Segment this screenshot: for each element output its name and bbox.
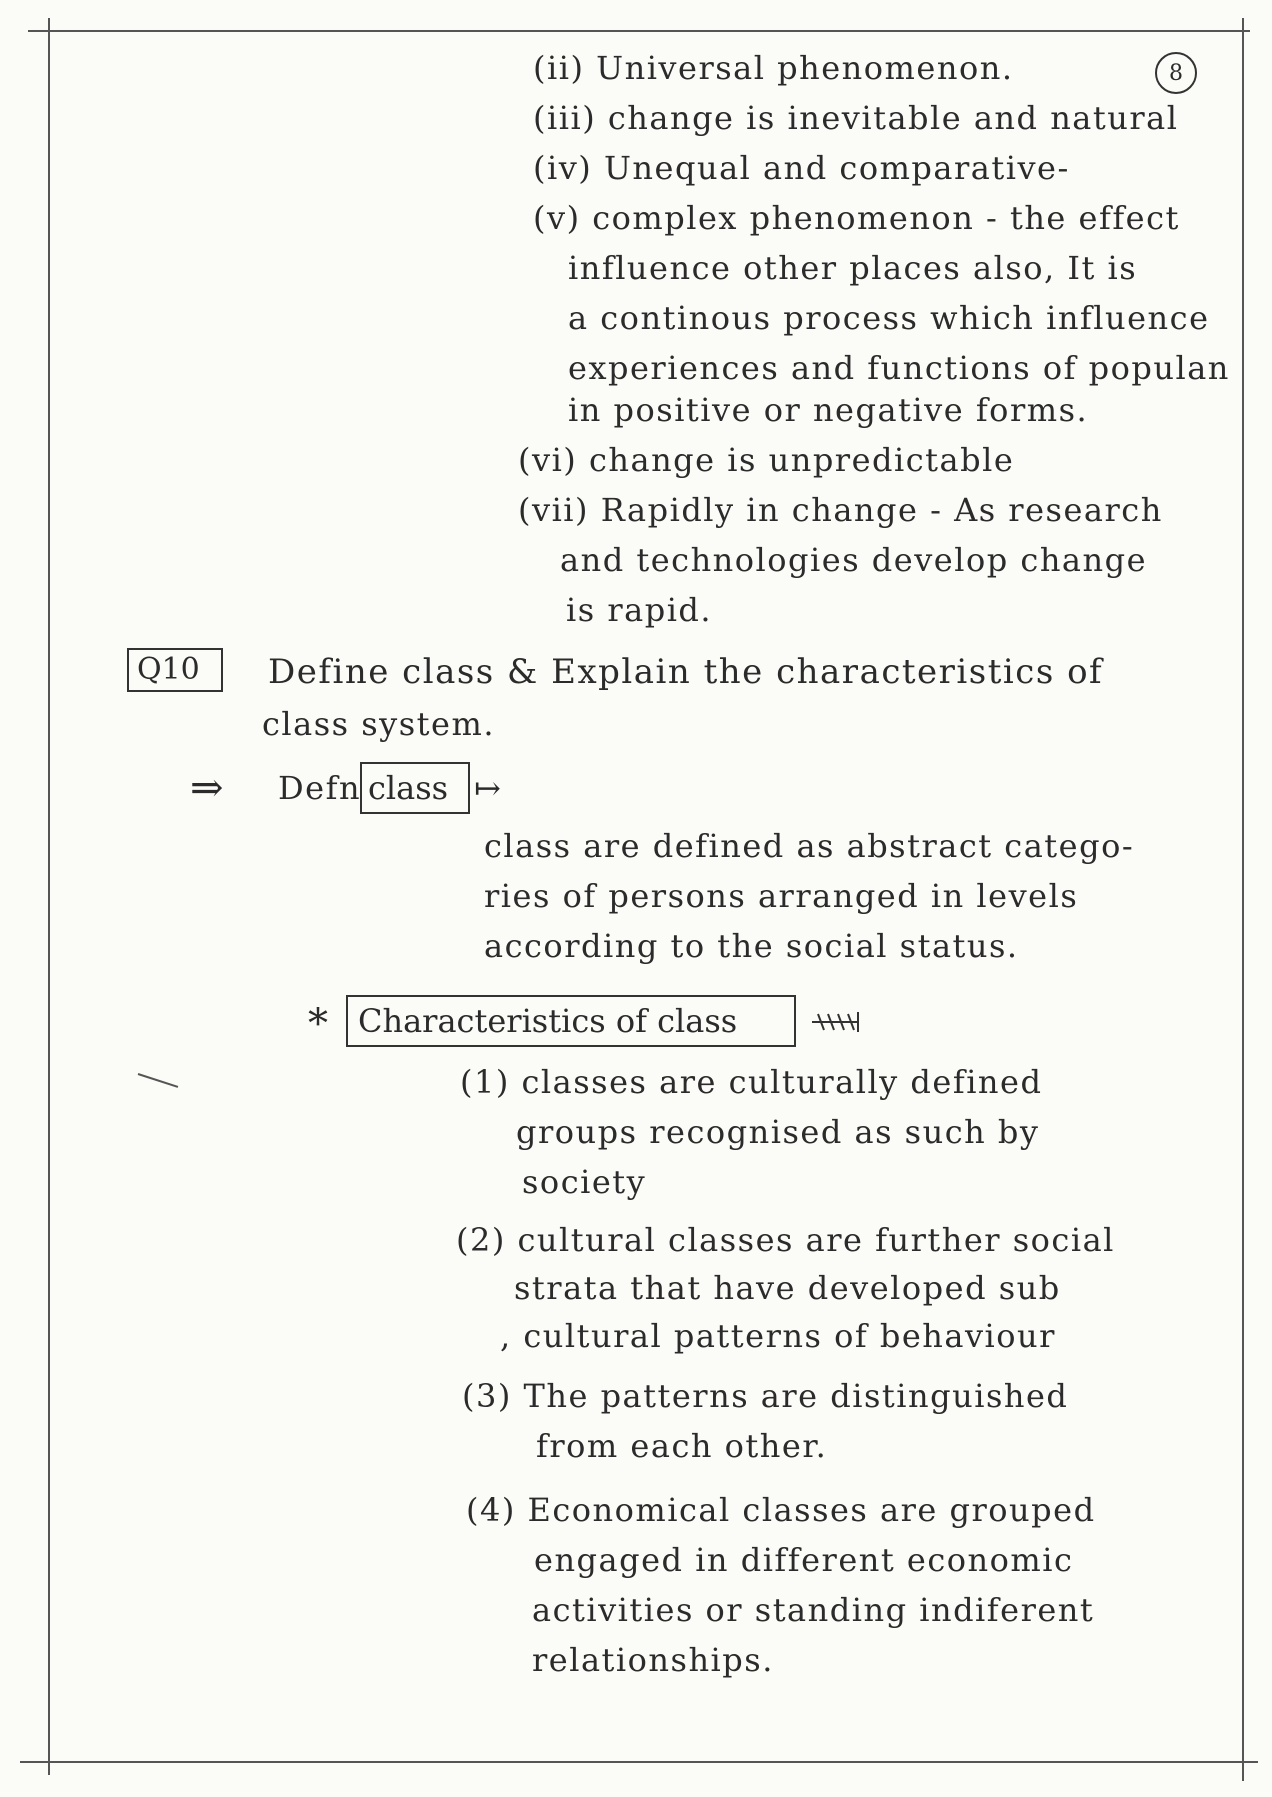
characteristic-line: (1) classes are culturally defined [460, 1063, 1043, 1101]
point-v-line: in positive or negative forms. [568, 391, 1089, 429]
margin-pen-mark [138, 1073, 179, 1088]
point-vii-line: and technologies develop change [560, 541, 1148, 579]
characteristic-line: strata that have developed sub [514, 1269, 1061, 1307]
definition-term: class [368, 769, 449, 807]
question-line: class system. [262, 705, 495, 743]
question-line: Define class & Explain the characteristics of [268, 652, 1104, 692]
point-vi: (vi) change is unpredictable [518, 441, 1015, 479]
point-v-line: influence other places also, It is [568, 249, 1138, 287]
characteristic-line: activities or standing indiferent [532, 1591, 1095, 1629]
characteristic-line: (2) cultural classes are further social [456, 1221, 1115, 1259]
characteristic-line: (3) The patterns are distinguished [462, 1377, 1069, 1415]
crossed-out-scribble-icon [812, 1010, 860, 1034]
characteristic-line: groups recognised as such by [516, 1113, 1040, 1151]
star-bullet-icon: * [308, 1001, 328, 1047]
page-right-margin-rule [1242, 18, 1244, 1781]
question-number: Q10 [137, 652, 200, 687]
page-bottom-rule [20, 1761, 1258, 1763]
question-number-box [127, 648, 223, 692]
page-number: 8 [1169, 60, 1183, 86]
page-left-margin-rule [48, 18, 50, 1775]
point-vii-line: (vii) Rapidly in change - As research [518, 491, 1163, 529]
point-ii: (ii) Universal phenomenon. [533, 49, 1014, 87]
characteristic-line: (4) Economical classes are grouped [466, 1491, 1096, 1529]
definition-line: according to the social status. [484, 927, 1019, 965]
definition-term-box [360, 762, 470, 814]
characteristic-line: , cultural patterns of behaviour [500, 1317, 1056, 1355]
point-v-line: a continous process which influence [568, 299, 1210, 337]
page-top-rule [28, 30, 1250, 32]
point-v-line: (v) complex phenomenon - the effect [533, 199, 1180, 237]
characteristic-line: relationships. [532, 1641, 774, 1679]
characteristic-line: engaged in different economic [534, 1541, 1074, 1579]
characteristics-heading-box [346, 995, 796, 1047]
page-number-badge [1155, 52, 1197, 94]
definition-label: Defn [278, 769, 362, 807]
implies-arrow-icon: ⇒ [190, 765, 224, 811]
point-iv: (iv) Unequal and comparative- [533, 149, 1070, 187]
definition-line: ries of persons arranged in levels [484, 877, 1079, 915]
characteristics-heading: Characteristics of class [358, 1002, 738, 1040]
point-vii-line: is rapid. [566, 591, 713, 629]
point-iii: (iii) change is inevitable and natural [533, 99, 1179, 137]
definition-line: class are defined as abstract catego- [484, 827, 1135, 865]
characteristic-line: society [522, 1163, 647, 1201]
maps-to-arrow-icon: ↦ [474, 769, 501, 807]
point-v-line: experiences and functions of populan [568, 349, 1230, 387]
characteristic-line: from each other. [536, 1427, 828, 1465]
